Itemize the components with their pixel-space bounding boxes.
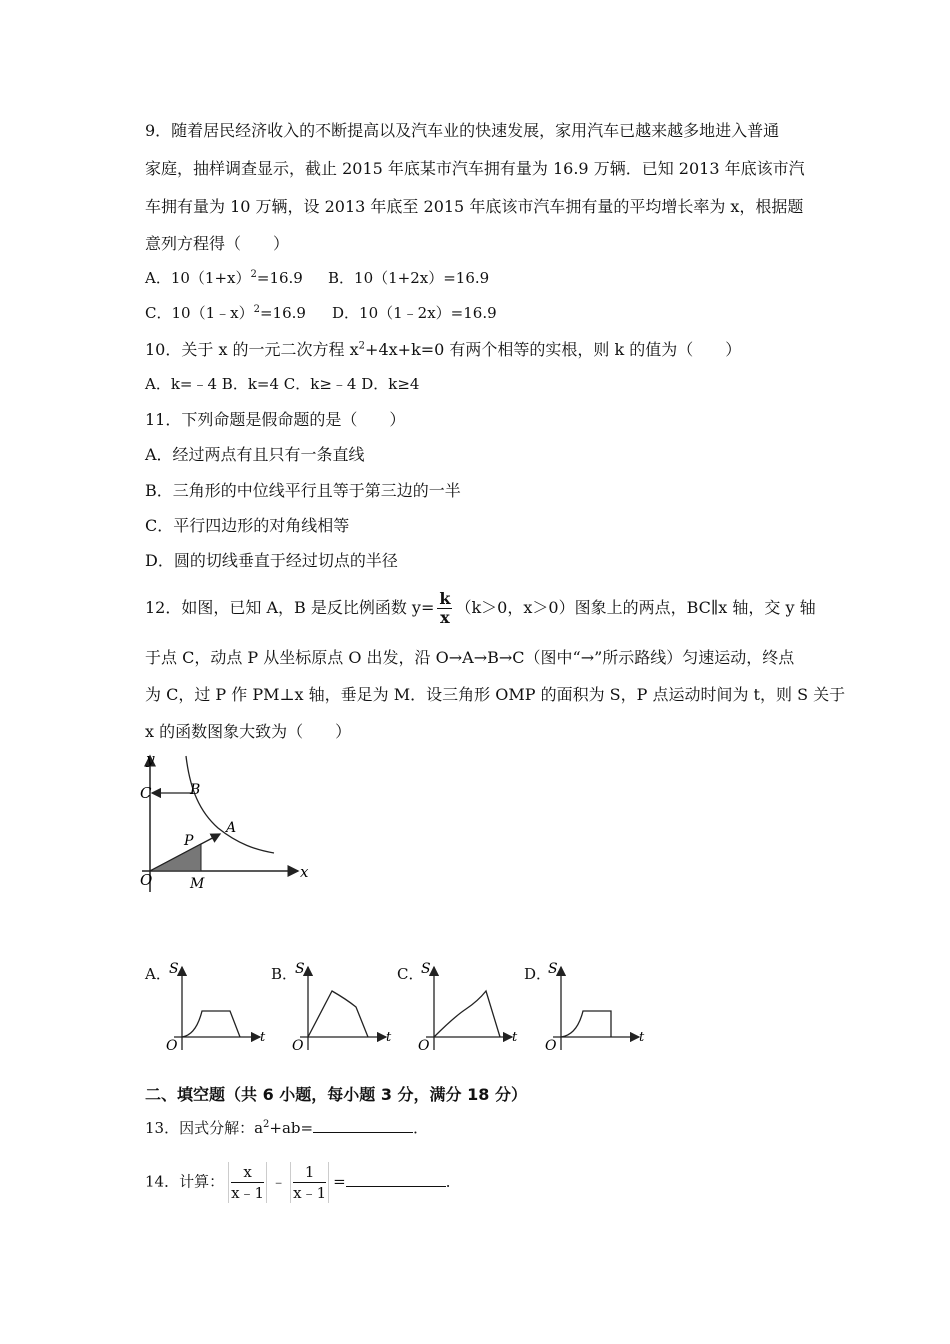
q12-option-d-label: D． [524,965,552,983]
q12-graph-d [541,955,651,1055]
svg-text:S: S [169,961,179,977]
label-c: C [140,784,152,802]
q10-options: A．k=﹣4 B．k=4 C．k≥﹣4 D．k≥4 [145,375,420,393]
q12-option-b-label: B． [271,965,298,983]
label-m: M [190,876,205,892]
q12-option-a-label: A． [145,965,171,983]
svg-text:O: O [292,1038,304,1054]
label-b: B [190,782,201,798]
q9-line4: 意列方程得（ ） [145,234,290,253]
q12-fraction: $\frac{k}{x}$ [439,589,451,627]
svg-text:t: t [639,1030,645,1045]
q14-fraction-1: $\frac{x}{x﹣1}$ [228,1162,267,1203]
label-p: P [184,833,194,849]
q9-option-a: A．$10(1+x)^2=16.9$ [145,269,303,287]
svg-text:S: S [548,961,558,977]
q9-option-d: D．10（1﹣2x）=16.9 [332,304,497,322]
svg-text:S: S [421,961,431,977]
q12-graph-b [288,955,398,1055]
q9-line2: 家庭，抽样调查显示，截止 2015 年底某市汽车拥有量为 16.9 万辆．已知 2013 年底该市汽 [145,159,805,178]
q13-answer-blank[interactable] [313,1118,413,1133]
q11-stem: 11．下列命题是假命题的是（ ） [145,410,406,429]
q12-stem-line2: 于点 C，动点 P 从坐标原点 O 出发，沿 O→A→B→C（图中“→”所示路线）匀速运动，终点 [145,648,795,667]
q9-line3: 车拥有量为 10 万辆，设 2013 年底至 2015 年底该市汽车拥有量的平均增长率为 x，根据题 [145,197,804,216]
q14-answer-blank[interactable] [346,1172,446,1187]
q14-line: 14．计算： $\frac{x}{x﹣1}$ ﹣ $\frac{1}{x﹣1}$ = ． [145,1163,461,1202]
svg-text:O: O [166,1038,178,1054]
q12-stem-line1: 12．如图，已知 A，B 是反比例函数 y= $\frac{k}{x}$ （k＞0，x＞0）图象上的两点，BC∥x 轴，交 y 轴 [145,589,816,627]
q12-option-c-label: C． [397,965,424,983]
q9-option-b: B．10（1+2x）=16.9 [328,269,490,287]
graph-a-curve [182,1011,240,1037]
svg-text:S: S [295,961,305,977]
label-x: x [300,863,309,881]
q11-option-d: D．圆的切线垂直于经过切点的半径 [145,551,398,570]
q11-option-c: C．平行四边形的对角线相等 [145,516,350,535]
svg-text:t: t [512,1030,518,1045]
label-a: A [226,820,237,836]
q12-graph-c [414,955,524,1055]
hyperbola-curve [186,756,274,853]
label-o: O [140,871,153,889]
graph-b-curve [308,991,368,1037]
graph-c-curve [434,991,500,1037]
q11-option-a: A．经过两点有且只有一条直线 [145,445,365,464]
q10-stem: 10．关于 x 的一元二次方程 $x^2+4x+k=0$ 有两个相等的实根，则 k 的值为（ ） [145,340,742,359]
svg-text:t: t [386,1030,392,1045]
q14-fraction-2: $\frac{1}{x﹣1}$ [290,1162,329,1203]
q13-line: 13．因式分解：$a^2+ab=$ ． [145,1119,429,1137]
svg-text:O: O [545,1038,557,1054]
q11-option-b: B．三角形的中位线平行且等于第三边的一半 [145,481,461,500]
svg-text:t: t [260,1030,266,1045]
q12-stem-line4: x 的函数图象大致为（ ） [145,722,352,741]
q12-figure [138,750,318,900]
label-y: y [146,750,155,768]
q9-line1: 9．随着居民经济收入的不断提高以及汽车业的快速发展，家用汽车已越来越多地进入普通 [145,121,780,140]
svg-text:O: O [418,1038,430,1054]
q12-graph-a [162,955,272,1055]
section-2-title: 二、填空题（共 6 小题，每小题 3 分，满分 18 分） [145,1085,527,1104]
q9-option-c: C．10（1﹣x）$^2$=16.9 [145,304,306,322]
q12-stem-line3: 为 C，过 P 作 PM⊥x 轴，垂足为 M．设三角形 OMP 的面积为 S，P 点运动时间为 t，则 S 关于 [145,685,846,704]
graph-d-curve [561,1011,611,1037]
